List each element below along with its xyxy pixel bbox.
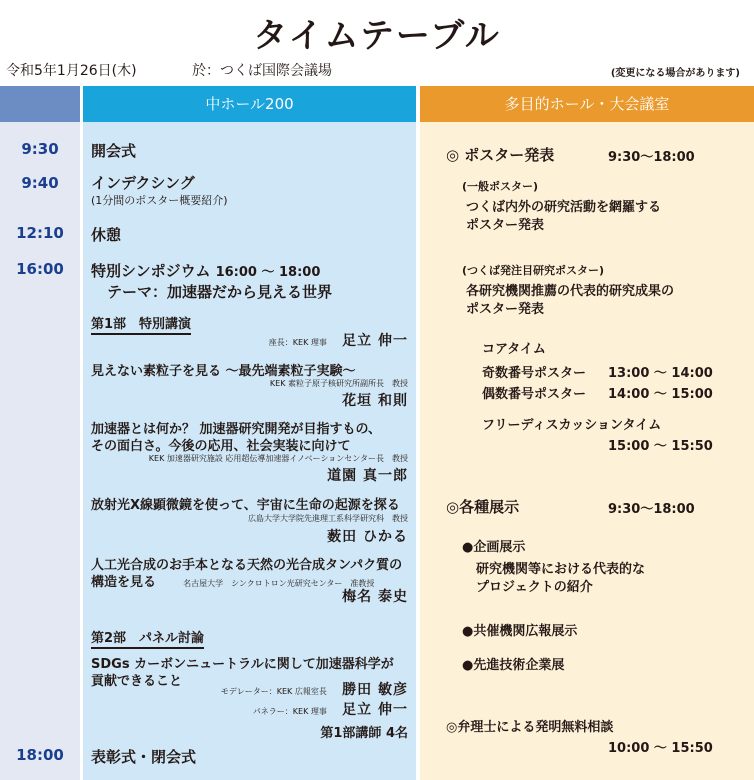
general-poster-label: (一般ポスター) [462, 180, 539, 193]
panelist-role: パネラー：KEK 理事 [252, 707, 327, 716]
patent-consultation: ◎弁理士による発明無料相談 [446, 720, 614, 735]
odd-poster-time: 13:00 ～ 14:00 [608, 366, 713, 381]
exhibit-heading: ◎各種展示 [446, 498, 520, 516]
talk4-title-line2: 構造を見る 名古屋大学 シンクロトロン光研究センター 准教授 [91, 575, 375, 590]
symposium-title: 特別シンポジウム [91, 262, 211, 280]
page-title: タイムテーブル [253, 16, 501, 56]
opening-ceremony: 開会式 [91, 142, 137, 160]
symposium-time: 16:00 ～ 18:00 [215, 265, 321, 280]
moderator-name: 勝田 敏彦 [342, 682, 408, 698]
main-hall-header: 中ホール200 [83, 86, 416, 122]
talk2-title-line2: その面白さ。今後の応用、社会実装に向けて [91, 439, 351, 454]
tsukuba-poster-desc1: 各研究機関推薦の代表的研究成果の [466, 284, 675, 299]
chair-line [269, 330, 408, 350]
talk1-title: 見えない素粒子を見る ～最先端素粒子実験～ [91, 364, 356, 379]
multipurpose-hall-column [420, 86, 754, 780]
change-note: (変更になる場合があります) [610, 68, 740, 79]
time-column-header [0, 86, 80, 122]
tsukuba-poster-desc2: ポスター発表 [466, 302, 545, 317]
odd-poster-label: 奇数番号ポスター [482, 366, 587, 381]
event-date: 令和5年1月26日(木) [6, 63, 137, 79]
time-slot: 9:40 [21, 174, 59, 192]
patent-consultation-time: 10:00 ～ 15:50 [608, 741, 713, 756]
lecturers-count: 第1部講師 4名 [320, 726, 408, 741]
poster-time: 9:30～18:00 [608, 150, 695, 165]
time-slot: 12:10 [16, 224, 64, 242]
multipurpose-hall-header: 多目的ホール・大会議室 [420, 86, 754, 122]
talk1-speaker: 花垣 和則 [342, 393, 408, 409]
closing-ceremony: 表彰式・閉会式 [91, 748, 197, 766]
free-discussion-time: 15:00 ～ 15:50 [608, 439, 713, 454]
even-poster-label: 偶数番号ポスター [482, 387, 587, 402]
symposium-theme: テーマ：加速器だから見える世界 [107, 283, 333, 301]
part1-heading: 第1部 特別講演 [91, 313, 191, 332]
talk2-affiliation: KEK 加速器研究施設 応用超伝導加速器イノベーションセンター長 教授 [148, 454, 408, 463]
talk4-speaker: 梅名 泰史 [342, 589, 408, 605]
talk3-speaker: 薮田 ひかる [327, 529, 408, 545]
part2-heading: 第2部 パネル討論 [91, 627, 204, 646]
exhibit-time: 9:30～18:00 [608, 502, 695, 517]
panelist-line [253, 699, 408, 719]
core-time-label: コアタイム [482, 342, 546, 357]
talk4-affiliation: 名古屋大学 シンクロトロン光研究センター 准教授 [183, 579, 375, 588]
symposium-heading [91, 260, 320, 281]
panel-title-line1: SDGs カーボンニュートラルに関して加速器科学が [91, 657, 394, 672]
general-poster-desc2: ポスター発表 [466, 218, 545, 233]
break-label: 休憩 [91, 226, 122, 244]
talk2-title-line1: 加速器とは何か？ 加速器研究開発が目指すもの、 [91, 422, 382, 437]
time-slot: 9:30 [21, 140, 59, 158]
panelist-name: 足立 伸一 [342, 702, 408, 718]
time-column [0, 86, 80, 780]
main-hall-column [83, 86, 416, 780]
talk2-speaker: 道園 真一郎 [327, 468, 408, 484]
even-poster-time: 14:00 ～ 15:00 [608, 387, 713, 402]
talk3-title: 放射光X線顕微鏡を使って、宇宙に生命の起源を探る [91, 498, 400, 513]
planned-exhibit: ●企画展示 [462, 540, 526, 555]
free-discussion-label: フリーディスカッションタイム [482, 418, 662, 433]
planned-exhibit-desc2: プロジェクトの紹介 [476, 580, 593, 595]
chair-role: 座長：KEK 理事 [268, 338, 327, 347]
panel-title-line2: 貢献できること [91, 674, 183, 689]
general-poster-desc1: つくば内外の研究活動を網羅する [466, 200, 662, 215]
moderator-role: モデレーター：KEK 広報室長 [220, 687, 327, 696]
pr-exhibit: ●共催機関広報展示 [462, 624, 578, 639]
planned-exhibit-desc1: 研究機関等における代表的な [476, 562, 646, 577]
indexing-subtitle: (1分間のポスター概要紹介) [91, 194, 228, 207]
company-exhibit: ●先進技術企業展 [462, 658, 565, 673]
poster-heading: ◎ ポスター発表 [446, 146, 555, 164]
tsukuba-poster-label: (つくば発注目研究ポスター) [462, 264, 605, 277]
time-slot: 16:00 [16, 260, 64, 278]
indexing-session: インデクシング [91, 174, 195, 192]
talk3-affiliation: 広島大学大学院先進理工系科学研究科 教授 [248, 514, 408, 523]
talk4-title-line1: 人工光合成のお手本となる天然の光合成タンパク質の [91, 558, 403, 573]
talk1-affiliation: KEK 素粒子原子核研究所副所長 教授 [269, 379, 408, 388]
time-slot: 18:00 [16, 746, 64, 764]
moderator-line [221, 679, 408, 699]
event-venue: 於：つくば国際会議場 [192, 63, 332, 79]
chair-name: 足立 伸一 [342, 333, 408, 349]
